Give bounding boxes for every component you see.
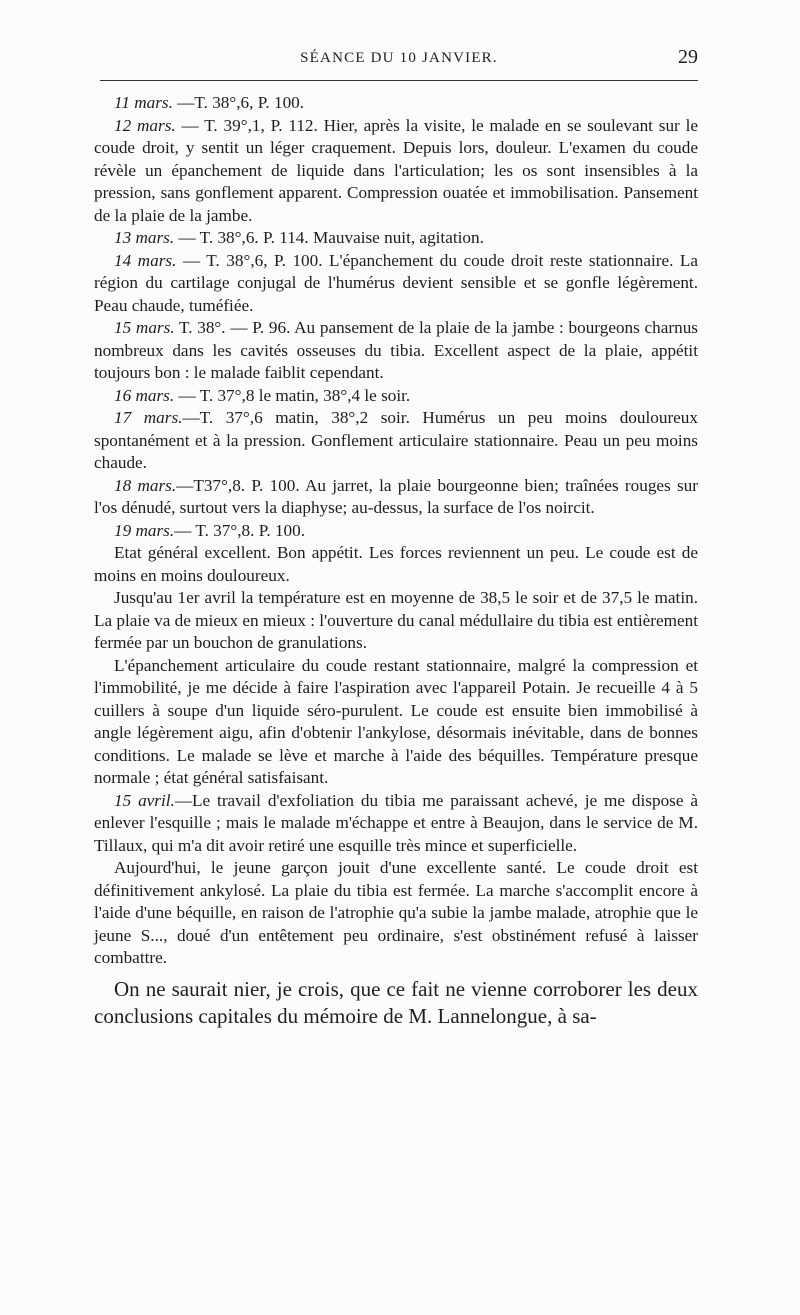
paragraph [94, 115, 698, 228]
paragraph-text: —T. 37°,6 matin, 38°,2 soir. Humérus un peu moins douloureux spontanément et à la pression. Gonflement articulaire stationnaire. Peau un peu moins chaude. [94, 408, 698, 472]
header-rule [100, 80, 698, 81]
paragraph [94, 520, 698, 543]
entry-date: 11 mars. [114, 93, 173, 112]
paragraph-text: —T37°,8. P. 100. Au jarret, la plaie bourgeonne bien; traînées rouges sur l'os dénudé, surtout vers la diaphyse; au-dessus, la surface de l'os noircit. [94, 475, 699, 517]
paragraph-text: —T. 38°,6, P. 100. [172, 93, 305, 112]
paragraph [94, 655, 698, 790]
paragraph [94, 317, 698, 385]
paragraph [94, 587, 698, 655]
paragraph-text: — T. 37°,8 le matin, 38°,4 le soir. [174, 385, 411, 405]
body-text [94, 92, 698, 1030]
paragraph [94, 542, 698, 587]
paragraph-text: — T. 38°,6. P. 114. Mauvaise nuit, agitation. [174, 228, 484, 247]
paragraph-text: L'épanchement articulaire du coude restant stationnaire, malgré la compression et l'immobilité, je me décide à faire l'aspiration avec l'appareil Potain. Je recueille 4 à 5 cuillers à soupe d'un liquide séro-purulent. Le coude est ensuite bien immobilisé à angle légèrement aigu, afin d'obtenir l'ankylose, désormais inévitable, dans de bonnes conditions. Le malade se lève et marche à l'aide des béquilles. Température presque normale ; état général satisfaisant. [94, 655, 698, 787]
paragraph-text: —Le travail d'exfoliation du tibia me paraissant achevé, je me dispose à enlever l'esquille ; mais le malade m'échappe et entre à Beaujon, dans le service de M. Tillaux, qui m'a dit avoir retiré une esquille très mince et superficielle. [94, 790, 698, 855]
header-title: SÉANCE DU 10 JANVIER. [300, 50, 498, 66]
paragraph [94, 790, 698, 858]
final-paragraph: On ne saurait nier, je crois, que ce fait ne vienne corroborer les deux conclusions capitales du mémoire de M. Lannelongue, à sa- [94, 976, 698, 1028]
paragraph-text: — T. 39°,1, P. 112. Hier, après la visite, le malade en se soulevant sur le coude droit, y sentit un léger craquement. Depuis lors, douleur. L'examen du coude révèle un épanchement de liquide dans l'articulation; les os sont insensibles à la pression, sans gonflement apparent. Compression ouatée et immobilisation. Pansement de la plaie de la jambe. [94, 115, 698, 225]
page-number: 29 [678, 46, 698, 68]
paragraph [94, 857, 698, 970]
entry-date: 19 mars. [114, 520, 175, 540]
entry-date: 17 mars. [114, 408, 183, 427]
paragraph-text: — T. 38°,6, P. 100. L'épanchement du coude droit reste stationnaire. La région du cartilage conjugal de l'humérus devient sensible et se gonfle légèrement. Peau chaude, tuméfiée. [94, 250, 698, 315]
running-header [100, 46, 698, 72]
entry-date: 15 avril. [114, 790, 175, 810]
paragraph [94, 475, 698, 520]
paragraph [94, 407, 698, 475]
paragraph [94, 227, 698, 250]
entry-date: 18 mars. [114, 475, 177, 495]
paragraph-text: Aujourd'hui, le jeune garçon jouit d'une excellente santé. Le coude droit est définitivement ankylosé. La plaie du tibia est fermée. La marche s'accomplit encore à l'aide d'une béquille, en raison de l'atrophie qu'a subie la jambe malade, atrophie que le jeune S..., doué d'un entêtement peu ordinaire, s'est obstinément refusé à laisser combattre. [94, 858, 698, 967]
entry-date: 12 mars. [114, 115, 176, 135]
paragraph [94, 385, 698, 408]
paragraph-text: Etat général excellent. Bon appétit. Les forces reviennent un peu. Le coude est de moins en moins douloureux. [94, 543, 698, 585]
paragraph-text: Jusqu'au 1er avril la température est en moyenne de 38,5 le soir et de 37,5 le matin. La plaie va de mieux en mieux : l'ouverture du canal médullaire du tibia est entièrement fermée par un bouchon de granulations. [94, 588, 698, 652]
paragraph [94, 92, 698, 115]
paragraph-text: T. 38°. — P. 96. Au pansement de la plaie de la jambe : bourgeons charnus nombreux dans les cavités osseuses du tibia. Excellent aspect de la plaie, appétit toujours bon : le malade faiblit cependant. [94, 318, 698, 382]
entry-date: 13 mars. [114, 228, 175, 247]
entry-date: 16 mars. [114, 385, 175, 405]
entry-date: 15 mars. [114, 318, 175, 337]
paragraph [94, 250, 698, 318]
paragraph-text: — T. 37°,8. P. 100. [174, 520, 306, 540]
entry-date: 14 mars. [114, 250, 177, 270]
